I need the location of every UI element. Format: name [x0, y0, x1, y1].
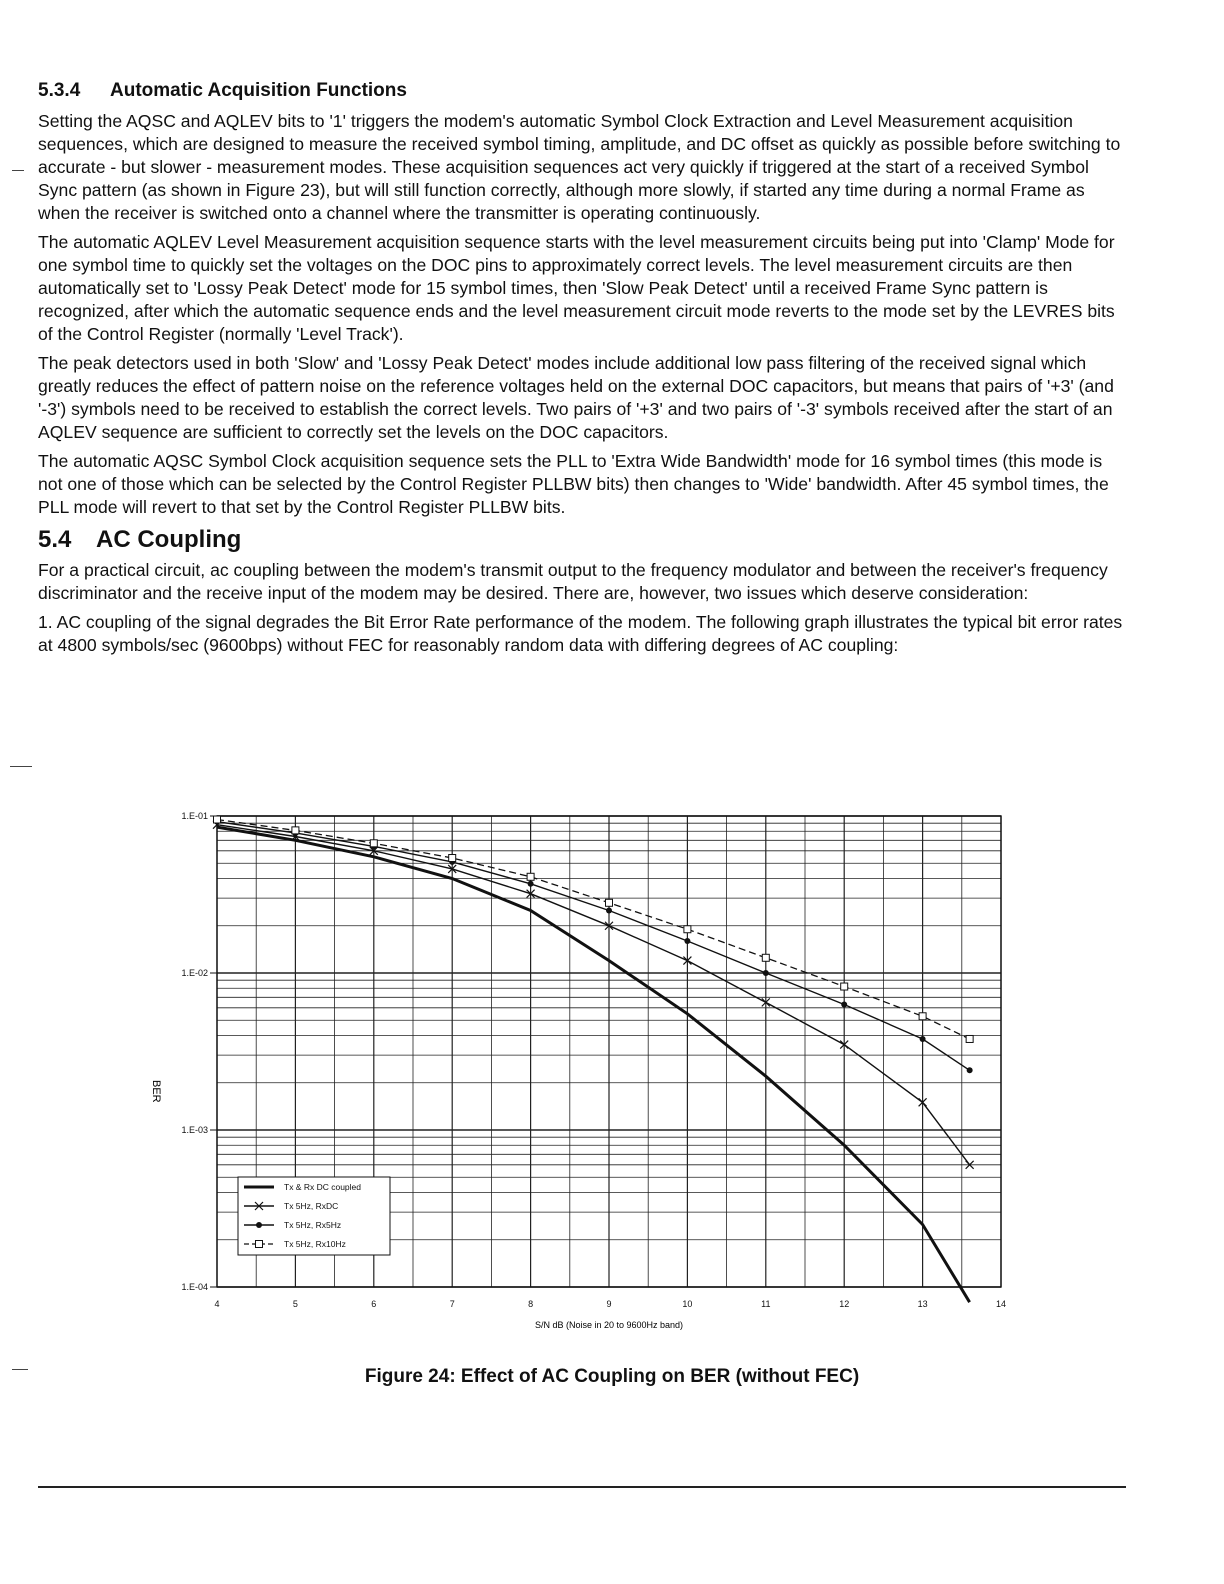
paragraph: The automatic AQLEV Level Measurement acquisition sequence starts with the level measurement circuits being put into 'Clamp' Mode for one symbol time to quickly set the voltages on the DOC pins to approximately correct levels. The level measurement circuits are then automatically set to 'Lossy Peak Detect' mode for 15 symbol times, then 'Slow Peak Detect' until a received Frame Sync pattern is recognized, after which the automatic sequence ends and the level measurement circuit mode reverts to the mode set by the LEVRES bits of the Control Register (normally 'Level Track').: [38, 232, 1115, 344]
x-tick-label: 12: [839, 1299, 850, 1309]
series-point: [214, 816, 221, 823]
series-point: [920, 1036, 926, 1042]
x-tick-label: 14: [995, 1299, 1007, 1309]
y-tick-label: 1.E-02: [181, 968, 208, 978]
x-tick-label: 11: [761, 1299, 771, 1309]
x-tick-label: 4: [214, 1299, 220, 1309]
series-point: [762, 954, 769, 961]
footer-rule: [38, 1486, 1126, 1488]
series-point: [684, 938, 690, 944]
x-tick-label: 7: [449, 1299, 455, 1309]
y-tick-label: 1.E-01: [181, 811, 208, 821]
y-axis-label: BER: [150, 1080, 162, 1103]
series-line: [217, 820, 970, 1040]
paragraph: For a practical circuit, ac coupling between the modem's transmit output to the frequency modulator and between the receiver's frequency discriminator and the receive input of the modem may be desired. There are, however, two issues which deserve consideration:: [38, 560, 1108, 603]
series-point: [684, 926, 691, 933]
series-point: [449, 855, 456, 862]
figure-caption: Figure 24: Effect of AC Coupling on BER (without FEC): [364, 1366, 860, 1387]
series-point: [528, 881, 534, 887]
series-point: [256, 1241, 263, 1248]
series-point: [919, 1013, 926, 1020]
series-point: [292, 827, 299, 834]
paragraph: The automatic AQSC Symbol Clock acquisition sequence sets the PLL to 'Extra Wide Bandwidth' mode for 16 symbol times (this mode is not one of those which can be selected by the Control Register PLLBW bits) then changes to 'Wide' bandwidth. After 45 symbol times, the PLL mode will revert to that set by the Control Register PLLBW bits.: [38, 451, 1109, 517]
series-point: [763, 970, 769, 976]
x-tick-label: 10: [682, 1299, 693, 1309]
y-tick-label: 1.E-04: [181, 1282, 208, 1292]
legend-label: Tx 5Hz, Rx5Hz: [284, 1220, 342, 1230]
section-54-title: AC Coupling: [96, 526, 242, 553]
paragraph: The peak detectors used in both 'Slow' and 'Lossy Peak Detect' modes include additional low pass filtering of the received signal which greatly reduces the effect of pattern noise on the reference voltages held on the external DOC capacitors, but means that pairs of '+3' (and '-3') symbols need to be received to establish the correct levels. Two pairs of '+3' and two pairs of '-3' symbols received after the start of an AQLEV sequence are sufficient to correctly set the levels on the DOC capacitors.: [38, 353, 1114, 442]
x-tick-label: 13: [917, 1299, 928, 1309]
paragraph: Setting the AQSC and AQLEV bits to '1' triggers the modem's automatic Symbol Clock Extraction and Level Measurement acquisition sequences, which are designed to measure the received symbol timing, amplitude, and DC offset as quickly as possible before switching to accurate - but slower - measurement modes. These acquisition sequences act very quickly if triggered at the start of a received Symbol Sync pattern (as shown in Figure 23), but will still function correctly, although more slowly, if started any time during a normal Frame as when the receiver is switched onto a channel where the transmitter is operating continuously.: [38, 111, 1121, 223]
series-point: [527, 873, 534, 880]
series-point: [256, 1222, 262, 1228]
series-point: [606, 908, 612, 914]
paragraph: 1. AC coupling of the signal degrades the Bit Error Rate performance of the modem. The following graph illustrates the typical bit error rates at 4800 symbols/sec (9600bps) without FEC for reasonably random data with differing degrees of AC coupling:: [38, 612, 1123, 655]
series-point: [967, 1067, 973, 1073]
series-point: [370, 840, 377, 847]
series-line: [217, 822, 970, 1071]
series-point: [606, 899, 613, 906]
x-axis-label: S/N dB (Noise in 20 to 9600Hz band): [534, 1320, 684, 1330]
section-54-number: 5.4: [38, 526, 72, 553]
y-tick-label: 1.E-03: [181, 1125, 208, 1135]
chart-legend: [238, 1177, 390, 1255]
legend-label: Tx & Rx DC coupled: [284, 1182, 361, 1192]
series-point: [841, 983, 848, 990]
section-534-title: Automatic Acquisition Functions: [110, 80, 407, 101]
x-tick-label: 9: [606, 1299, 612, 1309]
series-point: [966, 1035, 973, 1042]
legend-label: Tx 5Hz, Rx10Hz: [284, 1239, 346, 1249]
legend-label: Tx 5Hz, RxDC: [284, 1201, 339, 1211]
x-tick-label: 8: [528, 1299, 534, 1309]
x-tick-label: 5: [292, 1299, 298, 1309]
section-534-number: 5.3.4: [38, 80, 81, 101]
series-point: [841, 1002, 847, 1008]
series-line: [217, 825, 970, 1165]
x-tick-label: 6: [371, 1299, 377, 1309]
